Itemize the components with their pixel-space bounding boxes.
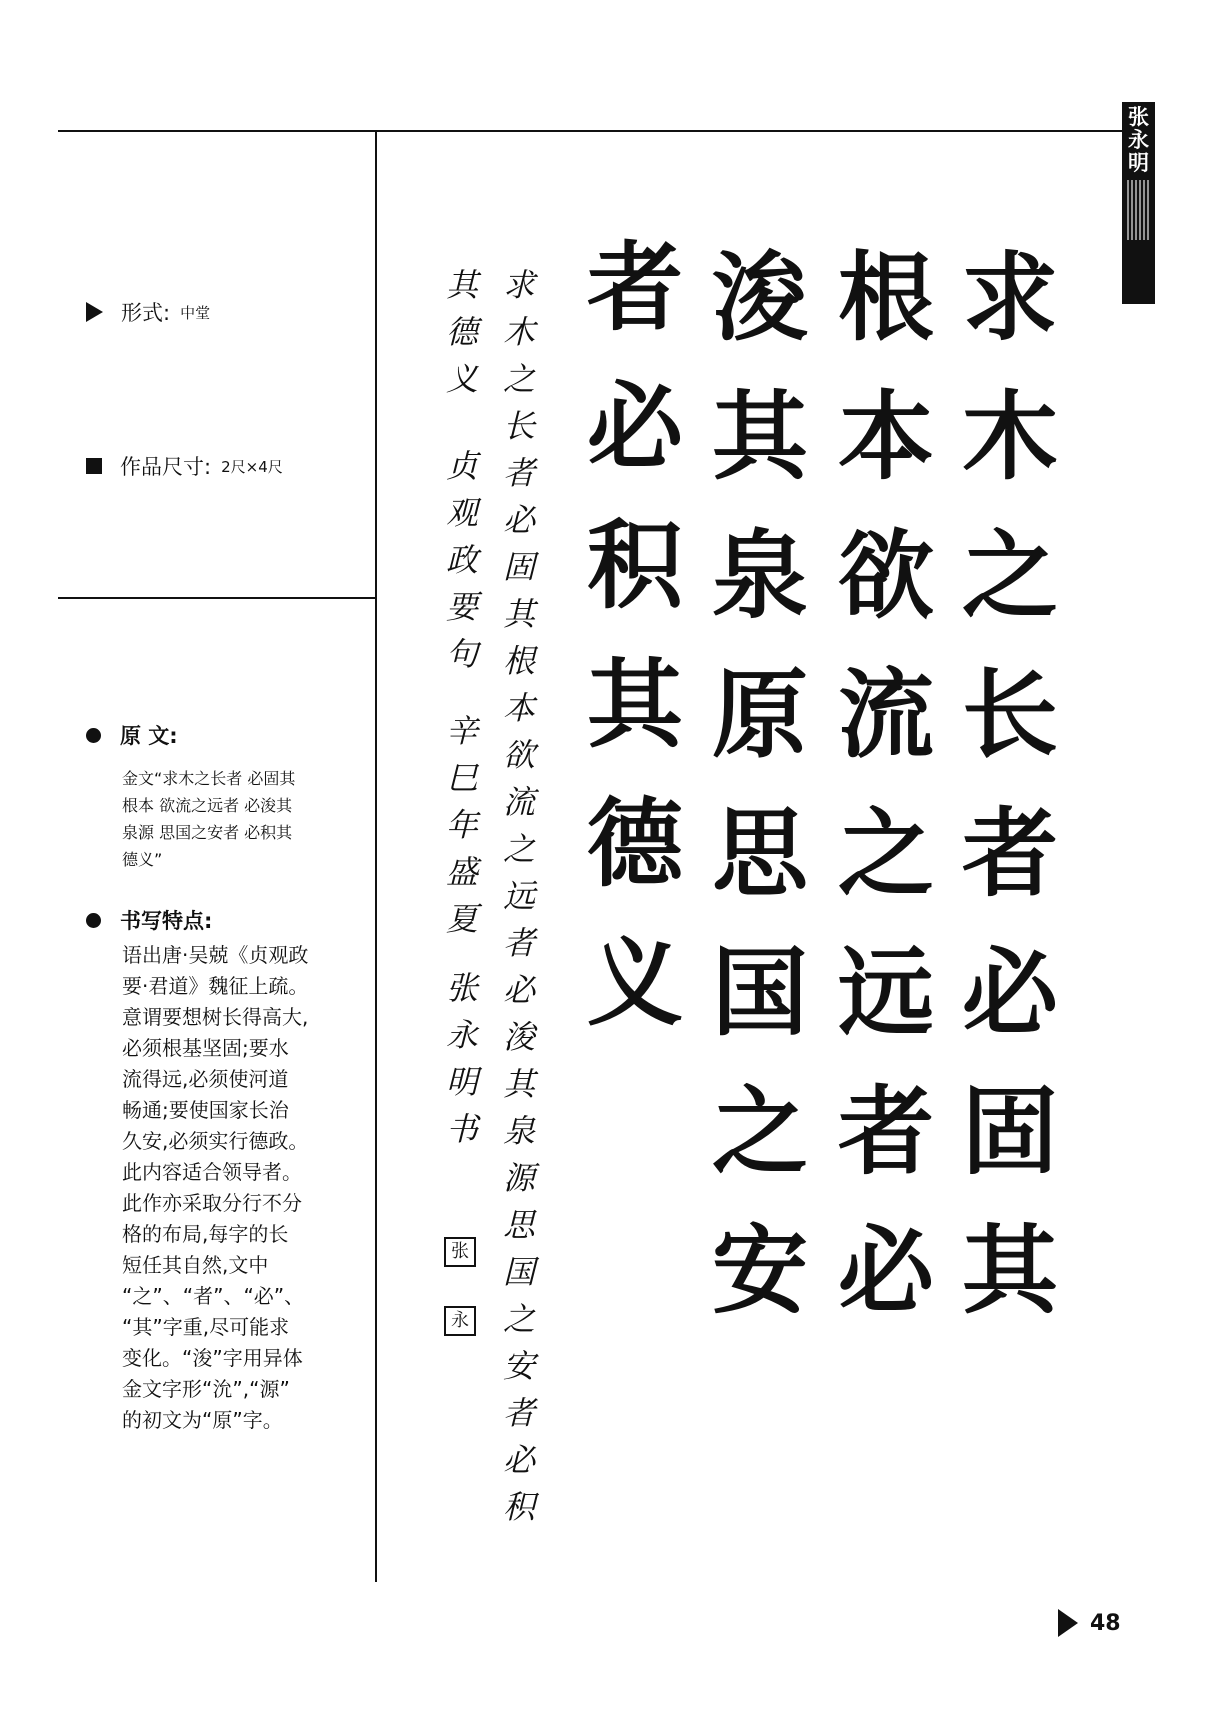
calligraphy-char: 原 [712, 658, 808, 771]
features-title: 书写特点: [120, 909, 213, 933]
text-line: 畅通;要使国家长治 [122, 1098, 289, 1122]
inscription-char: 泉 [502, 1112, 535, 1150]
calligraphy-char: 其 [962, 1214, 1058, 1327]
calligraphy-char: 之 [712, 1075, 808, 1188]
inscription-char: 安 [502, 1347, 535, 1385]
author-name: 张永明 [1128, 105, 1149, 175]
inscription-char: 张 [445, 969, 478, 1007]
text-line: 此内容适合领导者。 [122, 1160, 302, 1184]
calligraphy-char: 者 [962, 797, 1058, 910]
text-line: 泉源 思国之安者 必积其 [122, 823, 293, 842]
text-line: 要·君道》魏征上疏。 [122, 974, 309, 998]
inscription-char: 国 [502, 1253, 535, 1291]
side-tab [1122, 102, 1155, 378]
calligraphy-column [826, 228, 946, 1340]
inscription-char: 永 [445, 1016, 478, 1054]
inscription-char: 积 [502, 1488, 535, 1526]
calligraphy-char: 其 [587, 648, 683, 761]
text-line: 金文“求木之长者 必固其 [122, 769, 296, 788]
column-divider [375, 130, 377, 1582]
text-line: 此作亦采取分行不分 [122, 1191, 302, 1215]
circle-bullet-icon [86, 728, 101, 743]
inscription-char: 木 [502, 313, 535, 351]
inscription-char: 必 [502, 1441, 535, 1479]
calligraphy-char: 者 [838, 1075, 934, 1188]
calligraphy-char: 其 [712, 380, 808, 493]
inscription-char: 之 [502, 360, 535, 398]
inscription-char: 长 [502, 407, 535, 445]
inscription-char: 固 [502, 548, 535, 586]
square-bullet-icon [86, 458, 102, 474]
original-text [122, 765, 342, 873]
form-row [86, 297, 210, 327]
text-line: 久安,必须实行德政。 [122, 1129, 309, 1153]
inscription-char: 本 [502, 689, 535, 727]
top-rule [58, 130, 1122, 132]
inscription-char: 者 [502, 1394, 535, 1432]
inscription-char: 思 [502, 1206, 535, 1244]
inscription-char: 年 [445, 806, 478, 844]
inscription-char: 流 [502, 783, 535, 821]
inscription-char: 明 [445, 1063, 478, 1101]
inscription-char: 其 [502, 1065, 535, 1103]
original-heading [86, 720, 178, 750]
calligraphy-char: 必 [838, 1214, 934, 1327]
inscription-char: 书 [445, 1110, 478, 1148]
page-number: 48 [1090, 1610, 1121, 1636]
calligraphy-char: 之 [962, 519, 1058, 632]
inscription-char: 欲 [502, 736, 535, 774]
text-line: 意谓要想树长得高大, [122, 1005, 309, 1029]
inscription-char: 浚 [502, 1018, 535, 1056]
circle-bullet-icon [86, 913, 101, 928]
original-title: 原 文: [120, 724, 178, 748]
inscription-char: 其 [445, 266, 478, 304]
inscription-char: 其 [502, 595, 535, 633]
text-line: 金文字形“沇”,“源” [122, 1377, 290, 1401]
inscription-char: 者 [502, 454, 535, 492]
calligraphy-char: 必 [587, 370, 683, 483]
calligraphy-column [700, 228, 820, 1340]
calligraphy-char: 思 [712, 797, 808, 910]
calligraphy-char: 之 [838, 797, 934, 910]
calligraphy-char: 浚 [712, 241, 808, 354]
calligraphy-char: 义 [587, 926, 683, 1039]
calligraphy-char: 安 [712, 1214, 808, 1327]
series-title-column: 格言 [1124, 349, 1138, 378]
inscription-char: 根 [502, 642, 535, 680]
form-value: 中堂 [180, 303, 211, 322]
inscription-char: 者 [502, 924, 535, 962]
inscription-char: 必 [502, 501, 535, 539]
calligraphy-char: 国 [712, 936, 808, 1049]
calligraphy-char: 本 [838, 380, 934, 493]
calligraphy-char: 长 [962, 658, 1058, 771]
inscription-char: 必 [502, 971, 535, 1009]
text-line: 语出唐·吴兢《贞观政 [122, 943, 309, 967]
calligraphy-char: 德 [587, 787, 683, 900]
text-line: 变化。“浚”字用异体 [122, 1346, 303, 1370]
inscription-column [497, 262, 541, 1531]
section-divider [58, 597, 376, 599]
features-text [122, 940, 342, 1436]
inscription-char: 要 [445, 588, 478, 626]
inscription-char: 盛 [445, 853, 478, 891]
features-heading [86, 905, 212, 935]
seal-stamp: 张 [444, 1237, 476, 1267]
size-label: 作品尺寸: [120, 455, 212, 479]
inscription-char: 德 [445, 313, 478, 351]
inscription-char: 辛 [445, 712, 478, 750]
size-row [86, 451, 283, 481]
text-line: 根本 欲流之远者 必浚其 [122, 796, 293, 815]
text-line: 必须根基坚固;要水 [122, 1036, 289, 1060]
calligraphy-char: 积 [587, 509, 683, 622]
text-line: 短任其自然,文中 [122, 1253, 269, 1277]
text-line: 德义” [122, 850, 163, 869]
calligraphy-column [950, 228, 1070, 1340]
calligraphy-column [575, 218, 695, 1052]
inscription-char: 源 [502, 1159, 535, 1197]
form-label: 形式: [121, 301, 171, 325]
text-line: 流得远,必须使河道 [122, 1067, 289, 1091]
calligraphy-char: 根 [838, 241, 934, 354]
calligraphy-char: 流 [838, 658, 934, 771]
inscription-char: 远 [502, 877, 535, 915]
size-value: 2尺×4尺 [221, 457, 283, 476]
triangle-bullet-icon [86, 302, 103, 322]
seal-stamp: 永 [444, 1306, 476, 1336]
text-line: “之”、“者”、“必”、 [122, 1284, 305, 1308]
calligraphy-char: 泉 [712, 519, 808, 632]
triangle-marker-icon [1058, 1609, 1078, 1637]
inscription-char: 巳 [445, 759, 478, 797]
series-title-column: 篆书 [1139, 349, 1153, 378]
calligraphy-char: 者 [587, 231, 683, 344]
text-line: 的初文为“原”字。 [122, 1408, 283, 1432]
calligraphy-char: 固 [962, 1075, 1058, 1188]
text-line: 格的布局,每字的长 [122, 1222, 289, 1246]
inscription-char: 求 [502, 266, 535, 304]
inscription-char: 政 [445, 541, 478, 579]
romanized-author-name [1127, 180, 1149, 240]
inscription-char: 贞 [445, 447, 478, 485]
inscription-column [440, 262, 484, 1153]
calligraphy-char: 求 [962, 241, 1058, 354]
calligraphy-char: 木 [962, 380, 1058, 493]
page-marker [1058, 1609, 1121, 1637]
inscription-char: 之 [502, 830, 535, 868]
calligraphy-char: 欲 [838, 519, 934, 632]
inscription-char: 夏 [445, 900, 478, 938]
text-line: “其”字重,尽可能求 [122, 1315, 290, 1339]
calligraphy-char: 远 [838, 936, 934, 1049]
inscription-char: 观 [445, 494, 478, 532]
inscription-char: 句 [445, 635, 478, 673]
inscription-char: 义 [445, 360, 478, 398]
calligraphy-char: 必 [962, 936, 1058, 1049]
inscription-char: 之 [502, 1300, 535, 1338]
